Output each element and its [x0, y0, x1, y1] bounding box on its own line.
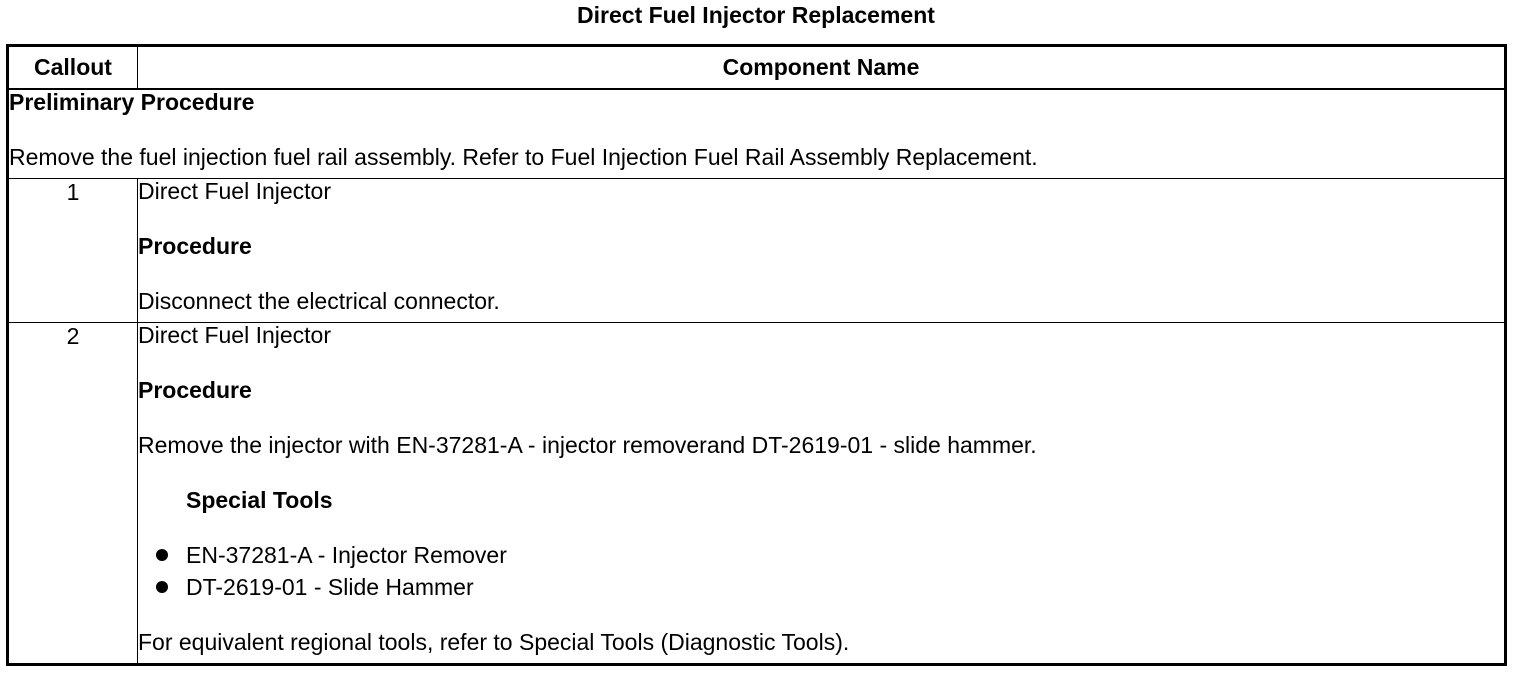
- component-cell: [138, 179, 1506, 323]
- preliminary-heading: Preliminary Procedure: [9, 89, 255, 115]
- procedure-table: [6, 44, 1507, 666]
- procedure-step: Disconnect the electrical connector.: [138, 288, 500, 314]
- special-tools-heading: Special Tools: [186, 487, 333, 513]
- preliminary-row: [8, 89, 1506, 179]
- component-name: Direct Fuel Injector: [138, 322, 332, 348]
- equivalent-tools-note: For equivalent regional tools, refer to Special Tools (Diagnostic Tools).: [138, 629, 850, 655]
- table-row: [8, 323, 1506, 665]
- callout-number: 1: [8, 179, 138, 323]
- procedure-step: Remove the injector with EN-37281-A - injector removerand DT-2619-01 - slide hammer.: [138, 432, 1037, 458]
- callout-number: 2: [8, 323, 138, 665]
- component-cell: [138, 323, 1506, 665]
- document-title: Direct Fuel Injector Replacement: [577, 2, 935, 28]
- special-tools-list: [138, 543, 1504, 630]
- component-name: Direct Fuel Injector: [138, 178, 332, 204]
- table-header-row: [8, 46, 1506, 90]
- header-callout: Callout: [8, 46, 138, 90]
- bullet-icon: [156, 581, 168, 593]
- tool-label: DT-2619-01 - Slide Hammer: [186, 574, 474, 600]
- bullet-icon: [156, 549, 168, 561]
- preliminary-cell: [8, 89, 1506, 179]
- table-row: [8, 179, 1506, 323]
- header-component-name: Component Name: [138, 46, 1506, 90]
- tool-label: EN-37281-A - Injector Remover: [186, 542, 507, 568]
- procedure-label: Procedure: [138, 377, 252, 403]
- list-item: [138, 543, 1504, 575]
- procedure-label: Procedure: [138, 233, 252, 259]
- list-item: [138, 575, 1504, 607]
- preliminary-text: Remove the fuel injection fuel rail assembly. Refer to Fuel Injection Fuel Rail Assembly Replacement.: [9, 144, 1038, 170]
